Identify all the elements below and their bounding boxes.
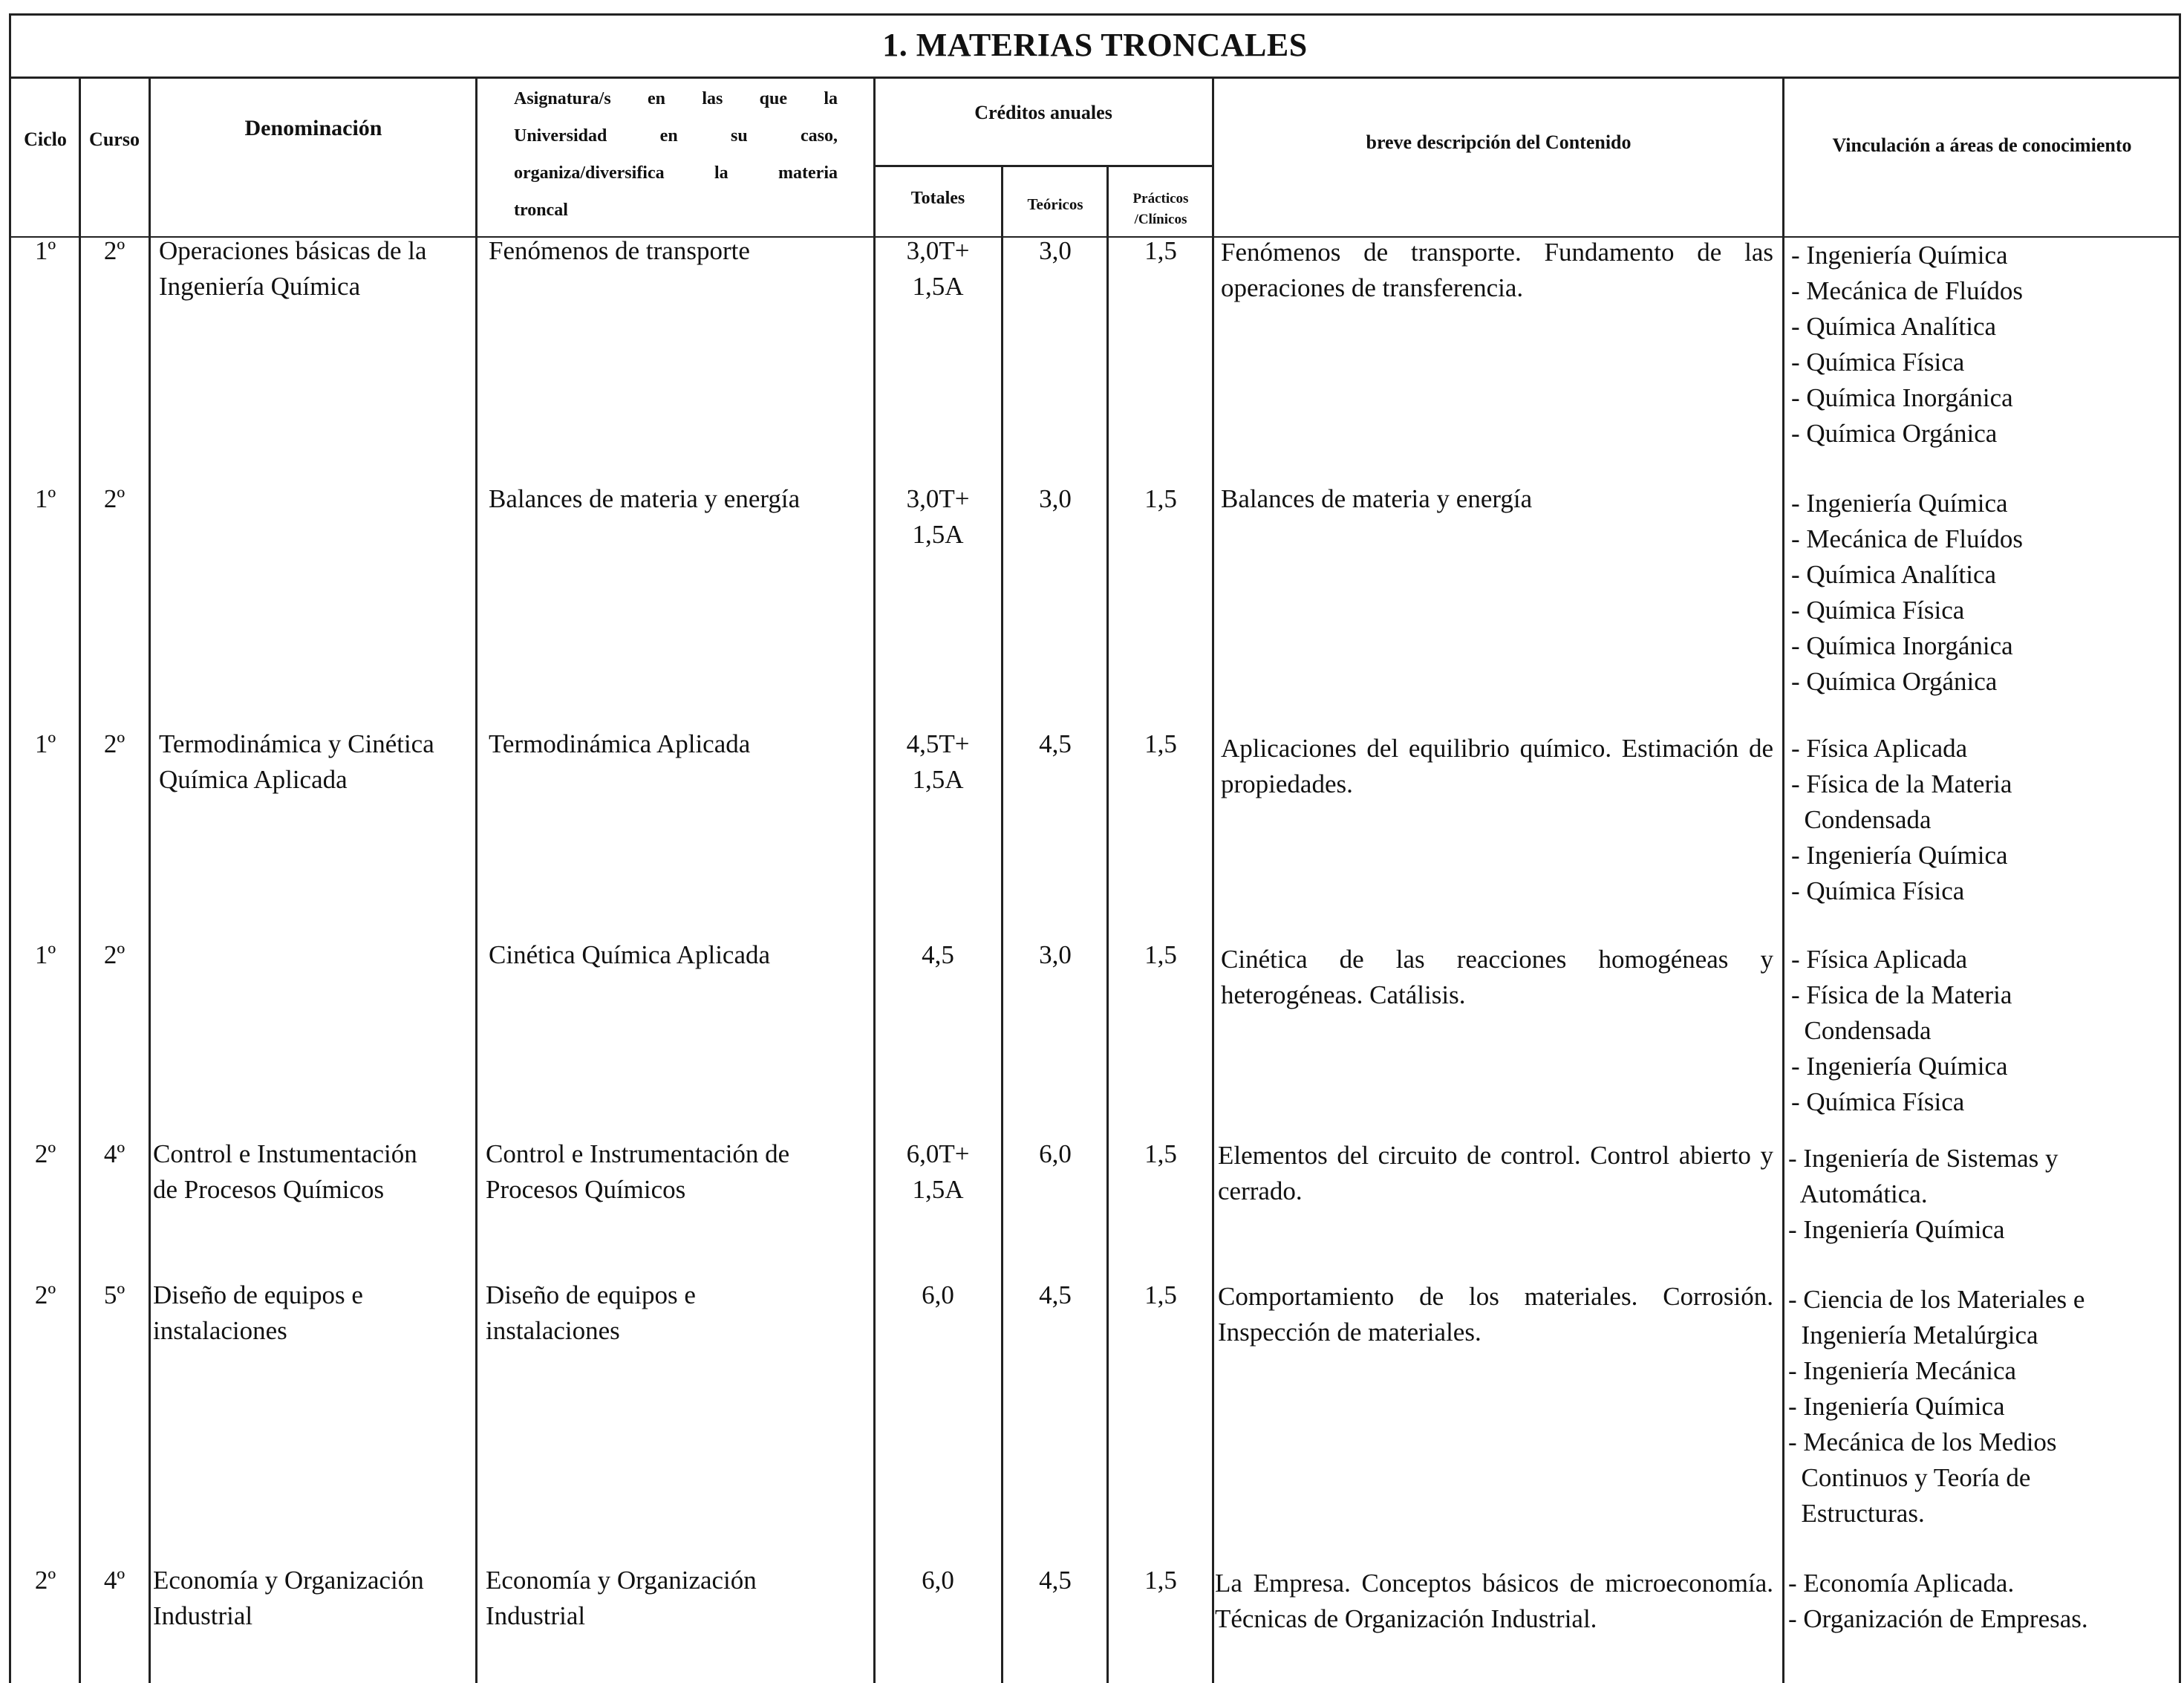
- header-practicos: [1109, 189, 1212, 230]
- curso-cell: 4º: [103, 1566, 126, 1595]
- title-row: [9, 13, 2181, 79]
- header-practicos-line: /Clínicos: [1134, 212, 1187, 227]
- denominacion-line: Química Aplicada: [159, 765, 348, 794]
- descripcion-cell: Balances de materia y energía: [1221, 484, 1533, 513]
- curso-cell: 5º: [103, 1280, 126, 1309]
- descripcion-cell: Comportamiento de los materiales. Corrosión. Inspección de materiales.: [1218, 1282, 1773, 1347]
- area-item: - Química Analítica: [1791, 560, 1997, 589]
- col-divider: [1106, 166, 1109, 1683]
- denominacion-line: Operaciones básicas de la: [159, 236, 427, 265]
- denominacion-line: Economía y Organización: [153, 1566, 424, 1595]
- curso-cell: 2º: [103, 236, 126, 265]
- area-item: Automática.: [1788, 1179, 1928, 1208]
- denominacion-line: instalaciones: [153, 1316, 287, 1345]
- header-vinculacion: Vinculación a áreas de conocimiento: [1832, 134, 2132, 156]
- ciclo-cell: 1º: [34, 940, 56, 969]
- totales-line: 6,0: [922, 1280, 954, 1309]
- ciclo-cell: 1º: [34, 484, 56, 513]
- area-item: - Química Orgánica: [1791, 667, 1998, 696]
- practicos-cell: 1,5: [1144, 484, 1177, 513]
- area-item: - Ingeniería Química: [1791, 489, 2008, 518]
- curso-cell: 2º: [103, 729, 126, 758]
- area-item: - Ingeniería de Sistemas y: [1788, 1144, 2058, 1173]
- page-title: 1. MATERIAS TRONCALES: [882, 27, 1308, 63]
- area-item: - Ingeniería Química: [1791, 241, 2008, 270]
- curso-cell: 2º: [103, 484, 126, 513]
- practicos-cell: 1,5: [1144, 1566, 1177, 1595]
- header-asignatura-line: troncal: [514, 201, 568, 220]
- totales-line: 6,0: [922, 1566, 954, 1595]
- area-item: - Física de la Materia: [1791, 769, 2012, 798]
- totales-cell: [876, 1277, 1000, 1313]
- ciclo-cell: 2º: [34, 1280, 56, 1309]
- col-divider: [149, 79, 151, 1683]
- area-item: - Química Orgánica: [1791, 419, 1998, 448]
- asignatura-cell: [486, 1563, 872, 1634]
- header-denominacion: Denominación: [244, 116, 382, 140]
- asignatura-line: Termodinámica Aplicada: [489, 729, 751, 758]
- areas-cell: [1791, 942, 2177, 1120]
- totales-line: 1,5A: [912, 1175, 964, 1204]
- area-item: - Química Inorgánica: [1791, 631, 2013, 660]
- denominacion-cell: [159, 726, 474, 798]
- header-asignatura-line: Asignatura/s en las que la: [514, 89, 838, 108]
- asignatura-cell: [489, 233, 872, 269]
- denominacion-line: Diseño de equipos e: [153, 1280, 363, 1309]
- area-item: Condensada: [1791, 1016, 1932, 1045]
- area-item: - Química Analítica: [1791, 312, 1997, 341]
- denominacion-line: Control e Instumentación: [153, 1139, 417, 1168]
- col-divider: [475, 79, 477, 1683]
- practicos-cell: 1,5: [1144, 1280, 1177, 1309]
- col-divider: [1782, 79, 1784, 1683]
- header-totales: Totales: [910, 189, 965, 208]
- teoricos-cell: 3,0: [1039, 236, 1072, 265]
- header-teoricos: Teóricos: [1027, 195, 1083, 213]
- totales-cell: [876, 1563, 1000, 1598]
- area-item: - Física Aplicada: [1791, 945, 1968, 974]
- asignatura-cell: [486, 1277, 872, 1349]
- area-item: - Organización de Empresas.: [1788, 1604, 2088, 1633]
- teoricos-cell: 4,5: [1039, 1566, 1072, 1595]
- header-asignatura-line: Universidad en su caso,: [514, 126, 838, 146]
- area-item: - Química Física: [1791, 348, 1965, 377]
- practicos-cell: 1,5: [1144, 236, 1177, 265]
- area-item: - Química Inorgánica: [1791, 383, 2013, 412]
- area-item: - Ingeniería Mecánica: [1788, 1356, 2017, 1385]
- area-item: - Ingeniería Química: [1788, 1215, 2005, 1244]
- areas-cell: [1788, 1566, 2177, 1637]
- curso-cell: 4º: [103, 1139, 126, 1168]
- totales-line: 1,5A: [912, 272, 964, 301]
- area-item: - Ingeniería Química: [1791, 841, 2008, 870]
- asignatura-cell: [489, 726, 872, 762]
- asignatura-cell: [489, 937, 872, 973]
- credits-subheader-line: [873, 165, 1213, 167]
- totales-cell: [876, 937, 1000, 973]
- ciclo-cell: 1º: [34, 236, 56, 265]
- col-divider: [873, 79, 876, 1683]
- header-asignatura: [514, 80, 838, 229]
- descripcion-cell: Cinética de las reacciones homogéneas y heterogéneas. Catálisis.: [1221, 945, 1773, 1009]
- practicos-cell: 1,5: [1144, 729, 1177, 758]
- denominacion-line: Ingeniería Química: [159, 272, 361, 301]
- teoricos-cell: 4,5: [1039, 1280, 1072, 1309]
- col-divider: [1212, 79, 1214, 1683]
- asignatura-line: Diseño de equipos e: [486, 1280, 696, 1309]
- area-item: Estructuras.: [1788, 1499, 1925, 1528]
- denominacion-cell: [153, 1136, 474, 1208]
- areas-cell: [1788, 1141, 2177, 1248]
- asignatura-cell: [489, 481, 872, 517]
- header-practicos-line: Prácticos: [1132, 191, 1189, 206]
- header-creditos: Créditos anuales: [974, 102, 1112, 123]
- area-item: - Física de la Materia: [1791, 980, 2012, 1009]
- practicos-cell: 1,5: [1144, 1139, 1177, 1168]
- denominacion-line: de Procesos Químicos: [153, 1175, 385, 1204]
- descripcion-cell: Elementos del circuito de control. Control abierto y cerrado.: [1218, 1141, 1773, 1205]
- asignatura-line: Economía y Organización: [486, 1566, 757, 1595]
- totales-line: 1,5A: [912, 765, 964, 794]
- teoricos-cell: 3,0: [1039, 940, 1072, 969]
- totales-cell: [876, 726, 1000, 798]
- area-item: - Ingeniería Química: [1791, 1052, 2008, 1081]
- totales-line: 4,5: [922, 940, 954, 969]
- col-divider: [1001, 166, 1003, 1683]
- totales-line: 6,0T+: [906, 1139, 970, 1168]
- col-divider: [79, 79, 81, 1683]
- area-item: - Ciencia de los Materiales e: [1788, 1285, 2085, 1314]
- area-item: - Mecánica de Fluídos: [1791, 276, 2023, 305]
- totales-line: 4,5T+: [906, 729, 970, 758]
- teoricos-cell: 4,5: [1039, 729, 1072, 758]
- denominacion-cell: [153, 1563, 474, 1634]
- area-item: - Mecánica de Fluídos: [1791, 524, 2023, 553]
- areas-cell: [1788, 1282, 2177, 1531]
- totales-line: 3,0T+: [906, 236, 970, 265]
- descripcion-cell: La Empresa. Conceptos básicos de microeconomía. Técnicas de Organización Industrial.: [1215, 1569, 1773, 1633]
- practicos-cell: 1,5: [1144, 940, 1177, 969]
- asignatura-line: Fenómenos de transporte: [489, 236, 750, 265]
- header-curso: Curso: [89, 128, 140, 150]
- asignatura-line: Cinética Química Aplicada: [489, 940, 771, 969]
- area-item: Ingeniería Metalúrgica: [1788, 1321, 2038, 1350]
- teoricos-cell: 6,0: [1039, 1139, 1072, 1168]
- asignatura-line: Control e Instrumentación de: [486, 1139, 790, 1168]
- asignatura-line: Procesos Químicos: [486, 1175, 686, 1204]
- descripcion-cell: Fenómenos de transporte. Fundamento de las operaciones de transferencia.: [1221, 238, 1773, 302]
- area-item: Condensada: [1791, 805, 1932, 834]
- denominacion-cell: [159, 233, 474, 305]
- area-item: Continuos y Teoría de: [1788, 1463, 2031, 1492]
- area-item: - Física Aplicada: [1791, 734, 1968, 763]
- curso-cell: 2º: [103, 940, 126, 969]
- denominacion-line: Industrial: [153, 1601, 253, 1630]
- header-asignatura-line: organiza/diversifica la materia: [514, 163, 838, 183]
- teoricos-cell: 3,0: [1039, 484, 1072, 513]
- totales-cell: [876, 481, 1000, 553]
- denominacion-line: Termodinámica y Cinética: [159, 729, 434, 758]
- asignatura-line: Balances de materia y energía: [489, 484, 801, 513]
- header-ciclo: Ciclo: [24, 128, 67, 150]
- asignatura-line: Industrial: [486, 1601, 586, 1630]
- areas-cell: [1791, 731, 2177, 909]
- areas-cell: [1791, 486, 2177, 700]
- totales-line: 1,5A: [912, 520, 964, 549]
- asignatura-line: instalaciones: [486, 1316, 620, 1345]
- header-descripcion: breve descripción del Contenido: [1366, 131, 1632, 153]
- area-item: - Ingeniería Química: [1788, 1392, 2005, 1421]
- area-item: - Economía Aplicada.: [1788, 1569, 2015, 1598]
- area-item: - Química Física: [1791, 1087, 1965, 1116]
- areas-cell: [1791, 238, 2177, 452]
- asignatura-cell: [486, 1136, 872, 1208]
- area-item: - Química Física: [1791, 876, 1965, 905]
- totales-cell: [876, 1136, 1000, 1208]
- totales-line: 3,0T+: [906, 484, 970, 513]
- descripcion-cell: Aplicaciones del equilibrio químico. Estimación de propiedades.: [1221, 734, 1773, 798]
- area-item: - Química Física: [1791, 596, 1965, 625]
- ciclo-cell: 2º: [34, 1566, 56, 1595]
- totales-cell: [876, 233, 1000, 305]
- ciclo-cell: 2º: [34, 1139, 56, 1168]
- ciclo-cell: 1º: [34, 729, 56, 758]
- denominacion-cell: [153, 1277, 474, 1349]
- area-item: - Mecánica de los Medios: [1788, 1428, 2057, 1456]
